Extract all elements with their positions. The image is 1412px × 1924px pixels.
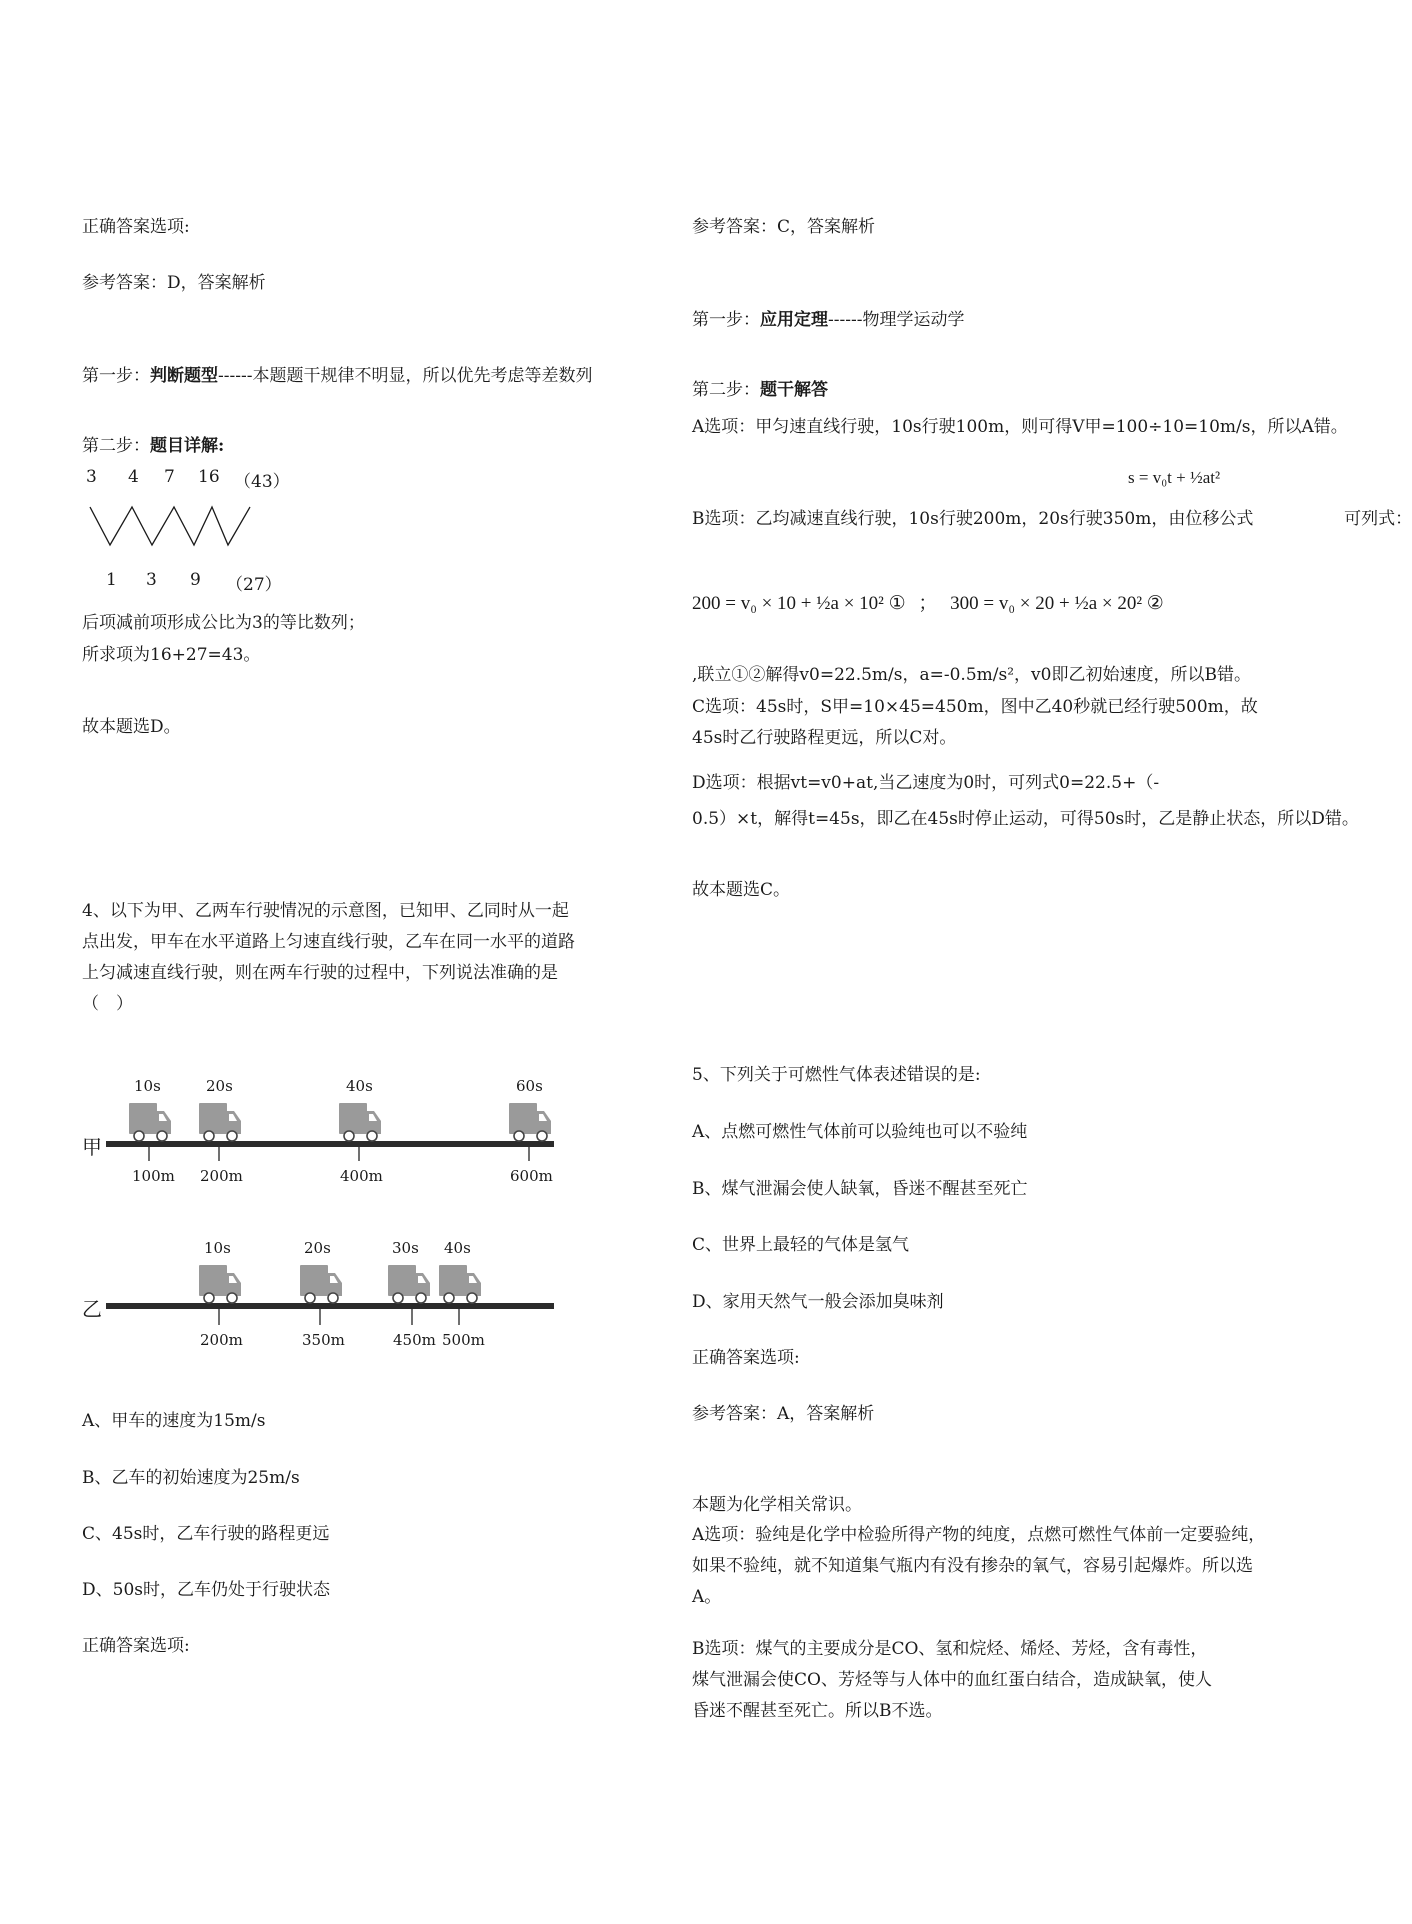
q5-option-d: D、家用天然气一般会添加臭味剂: [692, 1292, 944, 1312]
q3-explanation-2: 所求项为16+27=43。: [82, 645, 261, 665]
seq-top-0: 3: [86, 467, 97, 487]
step-bold: 判断题型: [150, 366, 218, 386]
equations-row: [692, 588, 1164, 615]
q3-step1: [82, 361, 592, 386]
displacement-formula: s = v₀t + ½at²: [1128, 468, 1221, 487]
motion-figure-svg: [82, 1055, 562, 1365]
step-bold: 题目详解:: [150, 436, 225, 456]
jia-time-3: 60s: [516, 1077, 543, 1095]
seq-top-4: （43）: [234, 472, 290, 492]
yi-time-2: 30s: [392, 1239, 419, 1257]
road-label-jia: 甲: [82, 1135, 102, 1159]
q5-option-c: C、世界上最轻的气体是氢气: [692, 1235, 910, 1255]
jia-time-2: 40s: [346, 1077, 373, 1095]
step-prefix: 第一步：: [82, 366, 150, 386]
seq-bottom-3: （27）: [226, 575, 282, 595]
yi-dist-1: 350m: [302, 1331, 345, 1349]
q4-option-a-analysis: A选项：甲匀速直线行驶，10s行驶100m，则可得V甲=100÷10=10m/s，所以A错。: [692, 417, 1348, 437]
q4-option-c-analysis: C选项：45s时，S甲=10×45=450m，图中乙40秒就已经行驶500m，故45s时乙行驶路程更远，所以C对。: [692, 697, 1258, 748]
jia-dist-3: 600m: [510, 1167, 553, 1185]
q4-option-b: B、乙车的初始速度为25m/s: [82, 1468, 300, 1488]
q4-option-b-analysis: [692, 504, 1412, 529]
jia-time-1: 20s: [206, 1077, 233, 1095]
step-prefix: 第二步：: [692, 380, 760, 400]
q4-stem: 4、以下为甲、乙两车行驶情况的示意图，已知甲、乙同时从一起点出发，甲车在水平道路上匀速直线行驶，乙车在同一水平的道路上匀减速直线行驶，则在两车行驶的过程中，下列说法准确的是（ ）: [82, 901, 575, 1014]
yi-time-0: 10s: [204, 1239, 231, 1257]
q5-intro: 本题为化学相关常识。: [692, 1495, 862, 1515]
q3-correct-label: 正确答案选项:: [82, 217, 190, 237]
seq-bottom-1: 3: [146, 570, 157, 590]
jia-dist-1: 200m: [200, 1167, 243, 1185]
step-rest: ------物理学运动学: [828, 310, 965, 330]
q4-option-a: A、甲车的速度为15m/s: [82, 1411, 266, 1431]
b-analysis-text: B选项：乙均减速直线行驶，10s行驶200m，20s行驶350m，由位移公式: [692, 509, 1254, 529]
q4-option-d-analysis-1: D选项：根据vt=v0+at,当乙速度为0时，可列式0=22.5+（-: [692, 773, 1160, 793]
q5-option-a-analysis: A选项：验纯是化学中检验所得产物的纯度，点燃可燃性气体前一定要验纯，如果不验纯，就不知道集气瓶内有没有掺杂的氧气，容易引起爆炸。所以选A。: [692, 1525, 1266, 1607]
jia-dist-0: 100m: [132, 1167, 175, 1185]
q4-step2: [692, 375, 828, 400]
q4-correct-label: 正确答案选项:: [82, 1636, 190, 1656]
yi-time-3: 40s: [444, 1239, 471, 1257]
road-label-yi: 乙: [82, 1297, 102, 1321]
q5-reference-answer: 参考答案：A，答案解析: [692, 1404, 875, 1424]
q4-step1: [692, 305, 964, 330]
seq-top-3: 16: [198, 467, 220, 487]
q3-step2: [82, 431, 224, 456]
q4-conclusion: 故本题选C。: [692, 880, 791, 900]
yi-dist-2: 450m: [393, 1331, 436, 1349]
step-rest: ------本题题干规律不明显，所以优先考虑等差数列: [218, 366, 593, 386]
motion-figure: [82, 1055, 562, 1365]
q4-option-d: D、50s时，乙车仍处于行驶状态: [82, 1580, 330, 1600]
seq-top-1: 4: [128, 467, 139, 487]
equation-1: 200 = v₀ × 10 + ½a × 10² ①: [692, 593, 906, 614]
q5-option-b-analysis: B选项：煤气的主要成分是CO、氢和烷烃、烯烃、芳烃，含有毒性，煤气泄漏会使CO、芳烃等与人体中的血红蛋白结合，造成缺氧，使人昏迷不醒甚至死亡。所以B不选。: [692, 1639, 1212, 1721]
q5-correct-label: 正确答案选项:: [692, 1348, 800, 1368]
equation-2: 300 = v₀ × 20 + ½a × 20² ②: [950, 593, 1164, 614]
q3-explanation-1: 后项减前项形成公比为3的等比数列；: [82, 613, 365, 633]
jia-time-0: 10s: [134, 1077, 161, 1095]
seq-bottom-2: 9: [190, 570, 201, 590]
b-analysis-tail: 可列式：: [1344, 509, 1412, 529]
q4-joint-solution: ,联立①②解得v0=22.5m/s，a=-0.5m/s²，v0即乙初始速度，所以B错。: [692, 665, 1251, 685]
step-prefix: 第二步：: [82, 436, 150, 456]
q3-conclusion: 故本题选D。: [82, 717, 181, 737]
q4-reference-answer: 参考答案：C，答案解析: [692, 217, 876, 237]
step-bold: 应用定理: [760, 310, 828, 330]
q5-stem: 5、下列关于可燃性气体表述错误的是:: [692, 1065, 981, 1085]
q4-option-c: C、45s时，乙车行驶的路程更远: [82, 1524, 330, 1544]
yi-time-1: 20s: [304, 1239, 331, 1257]
yi-dist-0: 200m: [200, 1331, 243, 1349]
zigzag-lines: [82, 502, 262, 552]
q4-option-d-analysis-2: 0.5）×t，解得t=45s，即乙在45s时停止运动，可得50s时，乙是静止状态，所以D错。: [692, 809, 1359, 829]
step-prefix: 第一步：: [692, 310, 760, 330]
q3-reference-answer: 参考答案：D，答案解析: [82, 273, 266, 293]
equation-separator: ；: [918, 593, 938, 614]
q5-option-a: A、点燃可燃性气体前可以验纯也可以不验纯: [692, 1122, 1028, 1142]
yi-dist-3: 500m: [442, 1331, 485, 1349]
q5-option-b: B、煤气泄漏会使人缺氧，昏迷不醒甚至死亡: [692, 1179, 1028, 1199]
seq-top-2: 7: [164, 467, 175, 487]
step-bold: 题干解答: [760, 380, 828, 400]
seq-bottom-0: 1: [106, 570, 117, 590]
sequence-diagram: [82, 462, 302, 597]
jia-dist-2: 400m: [340, 1167, 383, 1185]
